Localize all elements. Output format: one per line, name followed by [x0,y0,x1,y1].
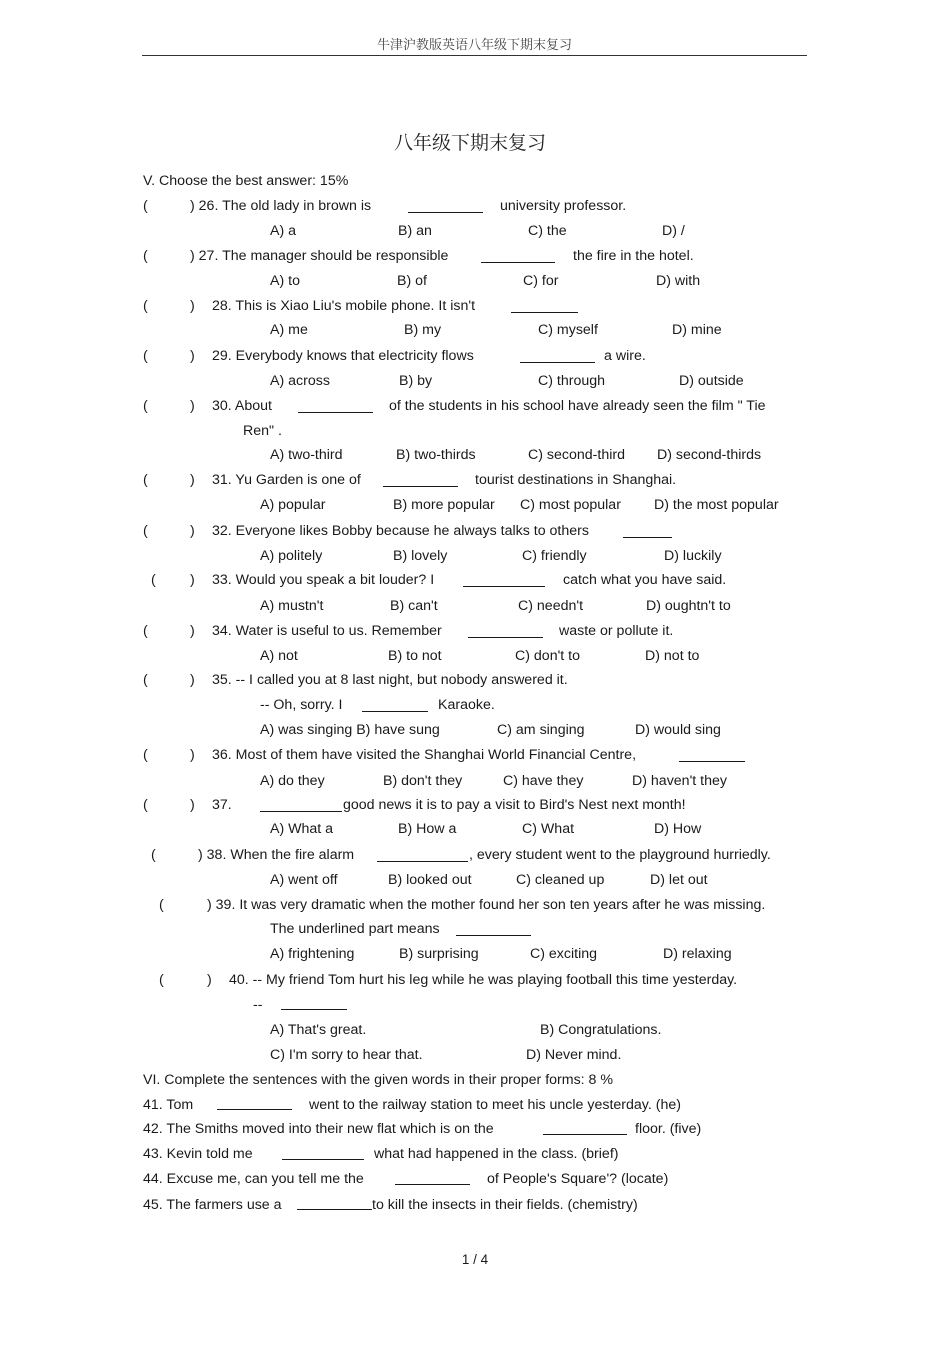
q30-option-d: D) second-thirds [657,447,762,463]
q37-answer-paren-open: ( [143,797,148,813]
q29-stem: 29. Everybody knows that electricity flows [212,348,474,364]
q33-answer-paren-close: ) [190,572,195,588]
q39-answer-paren-open: ( [159,897,164,913]
q30-answer-paren-close: ) [190,398,195,414]
q36-option-a: A) do they [260,773,325,789]
q36-option-d: D) haven't they [632,773,727,789]
q27-option-b: B) of [397,273,427,289]
q34-answer-paren-close: ) [190,623,195,639]
q29-option-b: B) by [399,373,433,389]
q33-option-b: B) can't [390,598,438,614]
q26-option-b: B) an [398,223,432,239]
q43-stem: 43. Kevin told me [143,1146,253,1162]
q30-stem: 30. About [212,398,272,414]
q34-answer-paren-open: ( [143,623,148,639]
q32-answer-paren-close: ) [190,523,195,539]
q28-option-d: D) mine [672,322,722,338]
q35-answer-paren-close: ) [190,672,195,688]
q33-blank[interactable] [463,586,545,587]
q29-option-c: C) through [538,373,606,389]
q35-blank[interactable] [362,711,428,712]
q36-blank[interactable] [679,761,745,762]
q32-option-c: C) friendly [522,548,587,564]
q40-stem: 40. -- My friend Tom hurt his leg while he was playing football this time yesterday. [229,972,738,988]
q26-stem-after: university professor. [500,198,627,214]
q33-option-c: C) needn't [518,598,584,614]
q31-answer-paren-close: ) [190,472,195,488]
q38-option-b: B) looked out [388,872,472,888]
q28-option-c: C) myself [538,322,598,338]
q26-answer-paren-open: ( [143,198,148,214]
q26-option-c: C) the [528,223,567,239]
q37-option-d: D) How [654,821,702,837]
q40-option-a: A) That's great. [270,1022,367,1038]
q29-option-d: D) outside [679,373,744,389]
q34-option-b: B) to not [388,648,442,664]
q29-answer-paren-close: ) [190,348,195,364]
q26-stem: ) 26. The old lady in brown is [190,198,372,214]
q31-option-b: B) more popular [393,497,495,513]
q36-option-c: C) have they [503,773,584,789]
q28-option-b: B) my [404,322,442,338]
q31-option-d: D) the most popular [654,497,779,513]
q33-answer-paren-open: ( [151,572,156,588]
q30-stem-continued: Ren" . [243,423,282,439]
q36-stem: 36. Most of them have visited the Shanghai World Financial Centre, [212,747,637,763]
q39-option-b: B) surprising [399,946,479,962]
q30-option-c: C) second-third [528,447,625,463]
q31-blank[interactable] [383,486,458,487]
q28-blank[interactable] [511,312,578,313]
q37-stem-after: good news it is to pay a visit to Bird's Nest next month! [343,797,686,813]
q44-stem: 44. Excuse me, can you tell me the [143,1171,364,1187]
q32-blank[interactable] [623,537,672,538]
q27-stem-after: the fire in the hotel. [573,248,694,264]
q31-option-a: A) popular [260,497,326,513]
q36-answer-paren-open: ( [143,747,148,763]
q43-stem-after: what had happened in the class. (brief) [374,1146,619,1162]
q39-stem-continued: The underlined part means [270,921,440,937]
q40-option-d: D) Never mind. [526,1047,622,1063]
q32-option-b: B) lovely [393,548,448,564]
q30-option-a: A) two-third [270,447,343,463]
q39-option-c: C) exciting [530,946,598,962]
q39-option-a: A) frightening [270,946,355,962]
q38-answer-paren-open: ( [151,847,156,863]
q37-blank[interactable] [260,811,342,812]
q42-stem: 42. The Smiths moved into their new flat which is on the [143,1121,494,1137]
q34-option-c: C) don't to [515,648,581,664]
q31-answer-paren-open: ( [143,472,148,488]
q43-blank[interactable] [282,1159,364,1160]
q27-option-c: C) for [523,273,559,289]
q32-option-a: A) politely [260,548,323,564]
q27-answer-paren-open: ( [143,248,148,264]
q40-blank[interactable] [281,1009,347,1010]
q28-option-a: A) me [270,322,308,338]
q38-stem: ) 38. When the fire alarm [198,847,355,863]
q30-answer-paren-open: ( [143,398,148,414]
q29-stem-after: a wire. [604,348,646,364]
q40-option-c: C) I'm sorry to hear that. [270,1047,423,1063]
q29-blank[interactable] [520,362,595,363]
q31-stem-after: tourist destinations in Shanghai. [475,472,677,488]
q30-option-b: B) two-thirds [396,447,476,463]
q30-blank[interactable] [298,412,373,413]
q27-option-a: A) to [270,273,300,289]
q31-option-c: C) most popular [520,497,621,513]
q38-option-d: D) let out [650,872,708,888]
q30-stem-after: of the students in his school have already seen the film " Tie [389,398,766,414]
q39-stem: ) 39. It was very dramatic when the mother found her son ten years after he was missing. [207,897,766,913]
q31-stem: 31. Yu Garden is one of [212,472,361,488]
q35-option-c: C) am singing [497,722,585,738]
q32-answer-paren-open: ( [143,523,148,539]
q45-blank[interactable] [297,1209,372,1210]
q27-stem: ) 27. The manager should be responsible [190,248,449,264]
q35-option-a-b: A) was singing B) have sung [260,722,440,738]
q33-option-d: D) oughtn't to [646,598,731,614]
q39-option-d: D) relaxing [663,946,732,962]
q41-stem: 41. Tom [143,1097,194,1113]
q28-answer-paren-open: ( [143,298,148,314]
q26-blank[interactable] [408,212,483,213]
q36-option-b: B) don't they [383,773,463,789]
section-v-heading: V. Choose the best answer: 15% [143,173,349,189]
q40-option-b: B) Congratulations. [540,1022,662,1038]
q42-blank[interactable] [543,1134,627,1135]
q34-stem: 34. Water is useful to us. Remember [212,623,442,639]
document-title: 八年级下期末复习 [393,132,546,154]
q45-stem: 45. The farmers use a [143,1197,282,1213]
q28-answer-paren-close: ) [190,298,195,314]
q34-blank[interactable] [468,637,543,638]
q40-reply: -- [253,997,263,1013]
q37-stem: 37. [212,797,232,813]
q39-blank[interactable] [456,935,531,936]
q33-option-a: A) mustn't [260,598,324,614]
q45-stem-after: to kill the insects in their fields. (chemistry) [372,1197,638,1213]
q32-option-d: D) luckily [664,548,722,564]
q35-reply-after: Karaoke. [438,697,495,713]
q38-option-a: A) went off [270,872,338,888]
q33-stem-after: catch what you have said. [563,572,727,588]
q34-stem-after: waste or pollute it. [559,623,674,639]
q41-blank[interactable] [217,1109,292,1110]
q29-answer-paren-open: ( [143,348,148,364]
q38-option-c: C) cleaned up [516,872,605,888]
q40-answer-paren-close: ) [207,972,212,988]
q26-option-a: A) a [270,223,297,239]
q26-option-d: D) / [662,223,685,239]
q29-option-a: A) across [270,373,330,389]
q44-blank[interactable] [395,1184,470,1185]
q38-blank[interactable] [377,861,468,862]
q35-reply: -- Oh, sorry. I [260,697,343,713]
q44-stem-after: of People's Square'? (locate) [487,1171,669,1187]
q34-option-d: D) not to [645,648,700,664]
q32-stem: 32. Everyone likes Bobby because he always talks to others [212,523,589,539]
q28-stem: 28. This is Xiao Liu's mobile phone. It isn't [212,298,476,314]
q37-option-a: A) What a [270,821,334,837]
q40-answer-paren-open: ( [159,972,164,988]
q37-option-c: C) What [522,821,575,837]
page-number: 1 / 4 [461,1252,489,1267]
q34-option-a: A) not [260,648,298,664]
q42-stem-after: floor. (five) [635,1121,702,1137]
q41-stem-after: went to the railway station to meet his uncle yesterday. (he) [309,1097,681,1113]
q38-stem-after: , every student went to the playground hurriedly. [469,847,771,863]
q35-stem: 35. -- I called you at 8 last night, but nobody answered it. [212,672,568,688]
q33-stem: 33. Would you speak a bit louder? I [212,572,435,588]
page-header: 牛津沪教版英语八年级下期末复习 [142,34,807,56]
q36-answer-paren-close: ) [190,747,195,763]
section-vi-heading: VI. Complete the sentences with the given words in their proper forms: 8 % [143,1072,613,1088]
q35-option-d: D) would sing [635,722,721,738]
q27-option-d: D) with [656,273,701,289]
q37-answer-paren-close: ) [190,797,195,813]
q37-option-b: B) How a [398,821,457,837]
q27-blank[interactable] [481,262,555,263]
q35-answer-paren-open: ( [143,672,148,688]
